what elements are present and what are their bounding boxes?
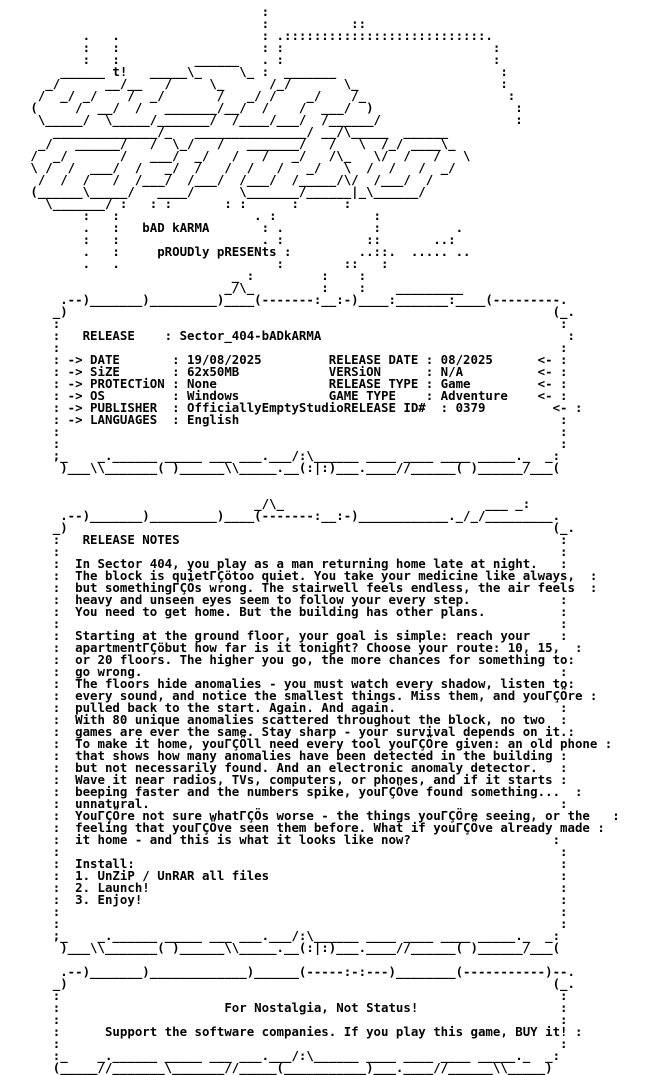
nfo-line: \ / / ___/ / _/ / / / / _/ \ / / / _/ — [8, 160, 456, 175]
nfo-line: : 3. Enjoy! : — [8, 892, 568, 907]
nfo-line: : : — [8, 616, 568, 631]
nfo-line: )___\\_______( )______\\_____.__(:|:)___.____//______( )______/___( — [8, 940, 561, 955]
nfo-line: / / / / /___/ /___/ /___/ /_____/\/ /___/ / — [8, 172, 434, 187]
nfo-line: : 2. Launch! : — [8, 880, 568, 895]
nfo-line: / _/ / ___/ _/ / / _/ /\_ \/ / / \ — [8, 148, 471, 163]
nfo-line: : but somethingΓÇÖs wrong. The stairwell feels endless, the air feels : — [8, 580, 598, 595]
nfo-line: : : . : : — [8, 208, 381, 223]
nfo-line: : RELEASE NOTES : — [8, 532, 568, 547]
nfo-line: : With 80 unique anomalies scattered throughout the block, no two : — [8, 712, 568, 727]
nfo-line: : : : : : — [8, 40, 501, 55]
nfo-line: : : — [8, 904, 568, 919]
nfo-line: : -> PROTECTiON : None RELEASE TYPE : Game <- : — [8, 376, 568, 391]
nfo-line: : : — [8, 844, 568, 859]
nfo-line: )___\\_______( )______\\_____.__(:|:)___.____//______( )______/___( — [8, 460, 561, 475]
nfo-line: : : — [8, 988, 568, 1003]
nfo-line: _) (_. — [8, 304, 575, 319]
nfo-line: : but not necessarily found. And an electronic anomaly detector. : — [8, 760, 568, 775]
nfo-line: _ : : : — [8, 268, 367, 283]
nfo-line: : pulled back to the start. Again. And again. : — [8, 700, 568, 715]
nfo-line: : Support the software companies. If you play this game, BUY it! : — [8, 1024, 583, 1039]
nfo-line — [8, 474, 620, 486]
nfo-line: : : — [8, 916, 568, 931]
nfo-line: : Wave it near radios, TVs, computers, or phones, and if it starts : — [8, 772, 568, 787]
nfo-line: : : ______ . : : — [8, 52, 501, 67]
nfo-line: : unnatural. : — [8, 796, 568, 811]
nfo-line: : RELEASE : Sector_404-bADkARMA : — [8, 328, 575, 343]
nfo-line: . . : .:::::::::::::::::::::::::::. — [8, 28, 493, 43]
nfo-line: .--)_______)_____________)______(-----:-:---)________(-----------)--. — [8, 964, 575, 979]
nfo-line: : — [8, 4, 270, 19]
nfo-line: : go wrong. : — [8, 664, 568, 679]
nfo-line: : apartmentΓÇöbut how far is it tonight? Choose your route: 10, 15, : — [8, 640, 583, 655]
nfo-line: : : — [8, 1036, 568, 1051]
nfo-line: . : pROUDly pRESENts : ..::. ..... .. — [8, 244, 471, 259]
nfo-line: : For Nostalgia, Not Status! : — [8, 1000, 568, 1015]
nfo-line: _/ __/__ / \_ /_/ \_ : — [8, 76, 508, 91]
nfo-line: _) (_. — [8, 976, 575, 991]
nfo-line: : : — [8, 316, 568, 331]
nfo-line: : : — [8, 1012, 568, 1027]
nfo-line: : The floors hide anomalies - you must watch every shadow, listen to: — [8, 676, 575, 691]
nfo-line: : : — [8, 544, 568, 559]
nfo-line: : -> PUBLISHER : OfficiallyEmptyStudioRELEASE ID# : 0379 <- : — [8, 400, 583, 415]
nfo-line: / _/ _/ / _/ / _/ / _/ /_ : — [8, 88, 516, 103]
nfo-line: : -> LANGUAGES : English : — [8, 412, 568, 427]
nfo-line: : : — [8, 340, 568, 355]
nfo-line: ______________/_ _______________/ __/\_____ ______ — [8, 124, 449, 139]
nfo-line: :_ _.______ _____ ___ ___.___/:\______ ____ ____ ____ _____._ _: — [8, 1048, 561, 1063]
nfo-line: _) (_. — [8, 520, 575, 535]
nfo-line: : : — [8, 436, 568, 451]
nfo-line: _/\_ : : _________ — [8, 280, 464, 295]
nfo-line: : -> SiZE : 62x50MB VERSiON : N/A <- : — [8, 364, 568, 379]
nfo-line: : : — [8, 424, 568, 439]
nfo-text-block — [8, 6, 620, 1074]
nfo-line: . . : :: : — [8, 256, 389, 271]
nfo-line: : Install: : — [8, 856, 568, 871]
nfo-line: : every sound, and notice the smallest things. Miss them, and youΓÇÖre : — [8, 688, 598, 703]
nfo-line: ______ t! _____\_ \_ : _______ : — [8, 64, 508, 79]
nfo-line: : games are ever the same. Stay sharp - your survival depends on it.: — [8, 724, 575, 739]
nfo-line: : To make it home, youΓÇÖll need every tool youΓÇÖre given: an old phone : — [8, 736, 613, 751]
nfo-line: : -> DATE : 19/08/2025 RELEASE DATE : 08/2025 <- : — [8, 352, 568, 367]
nfo-line: ( / __/ / _______/__/ / / ___/ ) : — [8, 100, 523, 115]
nfo-line: _/ ______/ / \_/ / _______/ / \ /_/ ____\_ — [8, 136, 456, 151]
nfo-line: (______\_____/ ____/ \_______/______|_\______/ — [8, 184, 426, 199]
nfo-line: : YouΓÇÖre not sure whatΓÇÖs worse - the things youΓÇÖre seeing, or the : — [8, 808, 620, 823]
nfo-line: : beeping faster and the numbers spike, youΓÇÖve found something... : — [8, 784, 583, 799]
nfo-line: \_____/ \_____/_______/ /____/___/ /______/ : — [8, 112, 523, 127]
nfo-line: : -> OS : Windows GAME TYPE : Adventure <- : — [8, 388, 568, 403]
nfo-line: : that shows how many anomalies have been detected in the building : — [8, 748, 568, 763]
nfo-line: : it home - and this is what it looks like now? : — [8, 832, 561, 847]
nfo-line: ;_ _.______ _____ ___ ___.___/:\______ ____ ____ ____ _____._ _: — [8, 448, 561, 463]
nfo-line: .--)_______)_________)____(-------:__:-)____:_______:____(---------. — [8, 292, 568, 307]
nfo-line: : In Sector 404, you play as a man returning home late at night. : — [8, 556, 568, 571]
nfo-line: : feeling that youΓÇÖve seen them before. What if youΓÇÖve already made : — [8, 820, 605, 835]
nfo-line: ;_ _.______ _____ ___ ___.___/:\______ ____ ____ ____ _____._ _: — [8, 928, 561, 943]
nfo-line: _/\_ ___ _: — [8, 496, 531, 511]
nfo-line: : The block is quietΓÇötoo quiet. You take your medicine like always, : — [8, 568, 598, 583]
nfo-line: : You need to get home. But the building has other plans. : — [8, 604, 568, 619]
nfo-line: : heavy and unseen eyes seem to follow your every step. : — [8, 592, 568, 607]
nfo-line: . : bAD kARMA : . : . — [8, 220, 464, 235]
nfo-line: : or 20 floors. The higher you go, the more chances for something to: — [8, 652, 575, 667]
nfo-line: : : . : :: ..: — [8, 232, 456, 247]
nfo-line: \_______/ : : : : : : : — [8, 196, 352, 211]
nfo-line: (_____//_______\_______//_____(___________)___.____//______\\_____) — [8, 1060, 553, 1075]
nfo-line: .--)_______)_________)____(-------:__:-)____________._/_/_________. — [8, 508, 561, 523]
nfo-line: : :: — [8, 16, 367, 31]
nfo-line: : Starting at the ground floor, your goal is simple: reach your : — [8, 628, 568, 643]
nfo-line: : 1. UnZiP / UnRAR all files : — [8, 868, 568, 883]
